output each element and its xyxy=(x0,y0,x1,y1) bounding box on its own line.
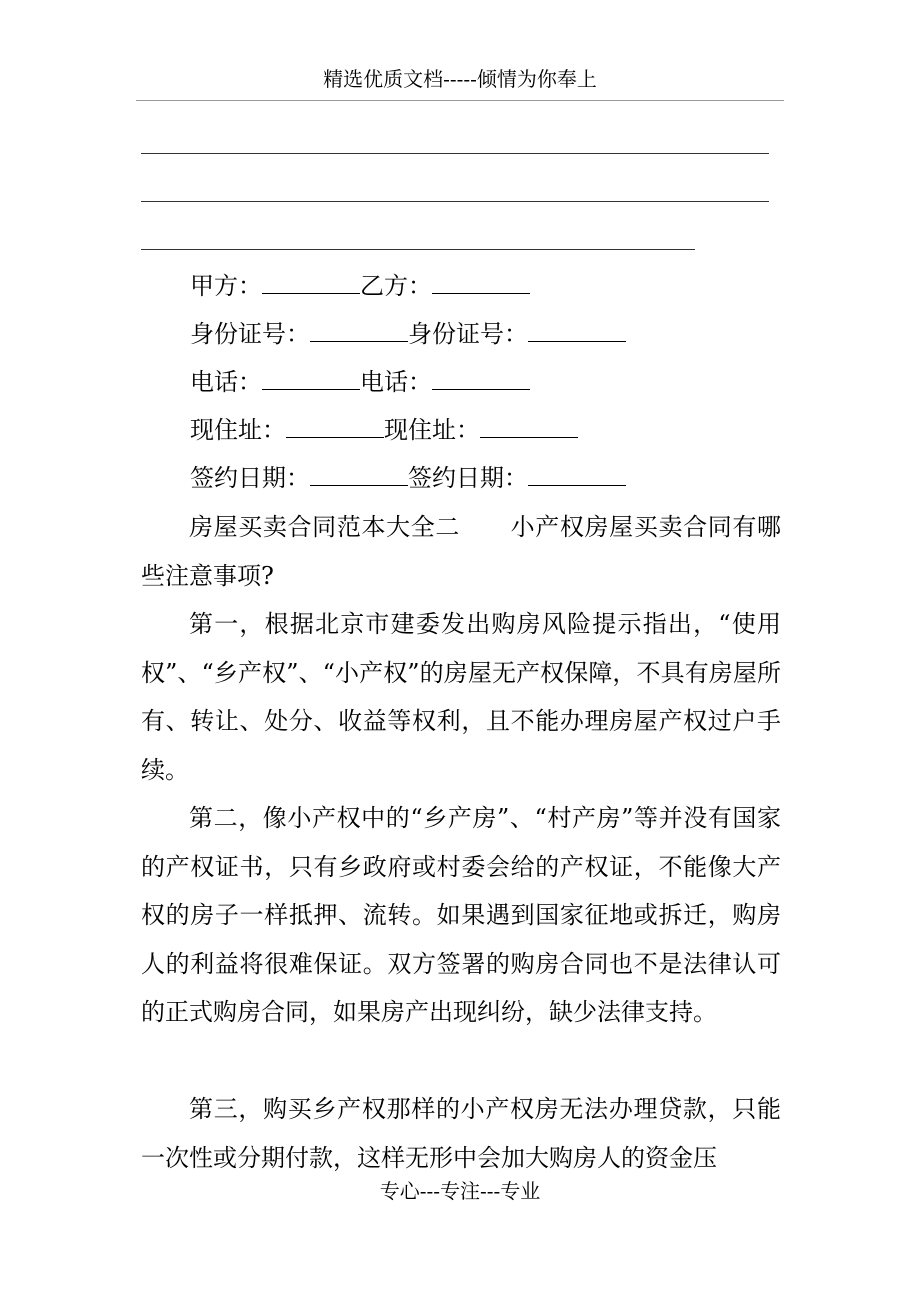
form-row-phone xyxy=(190,366,530,398)
sign-date-b-blank xyxy=(528,465,626,486)
header-text: 精选优质文档-----倾情为你奉上 xyxy=(323,67,597,91)
phone-b-blank xyxy=(432,369,530,390)
blank-fill-line xyxy=(141,153,769,154)
section-title-part2: 小产权房屋买卖合同有哪些注意事项? xyxy=(141,513,781,590)
address-b-blank xyxy=(480,417,578,438)
page-footer xyxy=(0,1176,920,1206)
form-row-party xyxy=(190,270,530,302)
party-b-blank xyxy=(432,273,530,294)
footer-text: 专心---专注---专业 xyxy=(379,1179,541,1203)
id-no-b-label: 身份证号： xyxy=(408,320,528,348)
address-b-label: 现住址： xyxy=(384,416,480,444)
address-a-label: 现住址： xyxy=(190,416,286,444)
party-b-label: 乙方： xyxy=(360,272,432,300)
id-no-a-blank xyxy=(310,321,408,342)
sign-date-a-blank xyxy=(310,465,408,486)
phone-a-blank xyxy=(262,369,360,390)
form-row-sign-date xyxy=(190,462,626,494)
blank-fill-line xyxy=(141,249,695,250)
phone-b-label: 电话： xyxy=(360,368,432,396)
sign-date-b-label: 签约日期： xyxy=(408,464,528,492)
form-row-address xyxy=(190,414,578,446)
party-a-label: 甲方： xyxy=(190,272,262,300)
page-header xyxy=(136,62,784,101)
section-title-paragraph xyxy=(141,503,781,600)
section-title-part1: 房屋买卖合同范本大全二 xyxy=(189,513,460,541)
sign-date-a-label: 签约日期： xyxy=(190,464,310,492)
form-row-id xyxy=(190,318,626,350)
party-a-blank xyxy=(262,273,360,294)
paragraph-3: 第三，购买乡产权那样的小产权房无法办理贷款，只能一次性或分期付款，这样无形中会加大购房人的资金压 xyxy=(141,1095,781,1172)
paragraph-2: 第二，像小产权中的“乡产房”、“村产房”等并没有国家的产权证书，只有乡政府或村委会给的产权证，不能像大产权的房子一样抵押、流转。如果遇到国家征地或拆迁，购房人的利益将很难保证。双方签署的购房合同也不是法律认可的正式购房合同，如果房产出现纠纷，缺少法律支持。 xyxy=(141,804,781,1026)
id-no-a-label: 身份证号： xyxy=(190,320,310,348)
phone-a-label: 电话： xyxy=(190,368,262,396)
address-a-blank xyxy=(286,417,384,438)
paragraph-1: 第一，根据北京市建委发出购房风险提示指出，“使用权”、“乡产权”、“小产权”的房屋无产权保障，不具有房屋所有、转让、处分、收益等权利，且不能办理房屋产权过户手续。 xyxy=(141,610,781,784)
blank-fill-line xyxy=(141,201,769,202)
id-no-b-blank xyxy=(528,321,626,342)
